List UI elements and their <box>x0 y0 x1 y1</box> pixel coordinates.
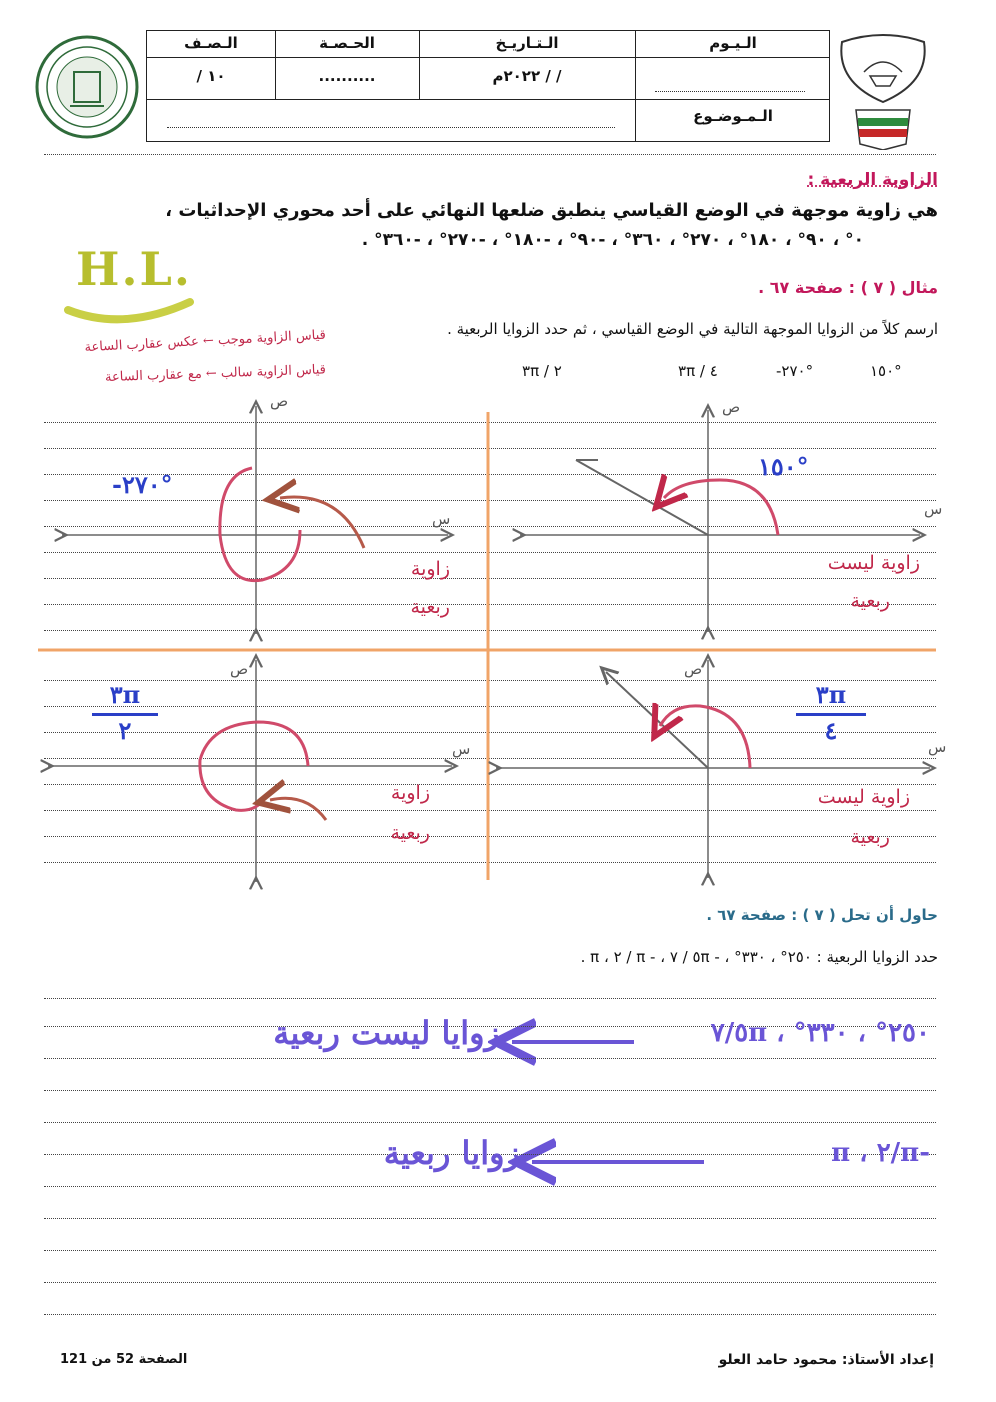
d4-angle-num: ٣π <box>109 680 141 709</box>
ruled-line <box>44 1186 936 1187</box>
ruled-line <box>44 1218 936 1219</box>
period-value: .......... <box>318 67 376 85</box>
axis-y-label-2: ص <box>270 392 289 410</box>
period-label: الحـصـة <box>319 34 375 52</box>
axis-y-label-4: ص <box>230 660 249 678</box>
ruled-line <box>44 1250 936 1251</box>
ruled-line <box>44 1058 936 1059</box>
example-instruction: ارسم كلاً من الزوايا الموجهة التالية في الوضع القياسي ، ثم حدد الزوايا الربعية . <box>447 320 938 338</box>
axis-x-label-4: س <box>452 740 471 758</box>
answer-2-text: زوايا ربعية <box>383 1134 520 1172</box>
ruled-line <box>44 1314 936 1315</box>
d1-angle: ١٥٠° <box>758 452 809 481</box>
answer-1-values: ٢٥٠° ، ٣٣٠° ، ٥π/٧ <box>710 1018 930 1048</box>
try-instruction: حدد الزوايا الربعية : ٢٥٠° ، ٣٣٠° ، - ٥π / ٧ ، - π / ٢ ، π . <box>580 948 938 966</box>
axis-y-label-1: ص <box>722 398 741 416</box>
ruled-line <box>44 998 936 999</box>
ruled-line <box>44 1282 936 1283</box>
class-value: / ١٠ <box>196 67 226 85</box>
axis-x-label-2: س <box>432 510 451 528</box>
d4-angle-den: ٢ <box>118 716 132 745</box>
definition-examples: ٠° ، ٩٠° ، ١٨٠° ، ٢٧٠° ، ٣٦٠° ، -٩٠° ، -١٨٠° ، -٢٧٠° ، -٣٦٠° . <box>361 230 864 250</box>
side-note-2: قياس الزاوية سالب ← مع عقارب الساعة <box>104 362 327 386</box>
axis-x-label-3: س <box>928 738 947 756</box>
d3-angle-den: ٤ <box>824 716 838 745</box>
d3-note-a: زاوية ليست <box>817 786 910 808</box>
axis-y-label-3: ص <box>684 660 703 678</box>
d4-note-b: ربعية <box>390 822 430 844</box>
day-label: الـيـوم <box>709 34 757 52</box>
answer-1-text: زوايا ليست ربعية <box>273 1014 500 1052</box>
footer-author: إعداد الأستاذ: محمود حامد العلو <box>718 1352 934 1368</box>
ruled-line <box>44 1090 936 1091</box>
side-note-1: قياس الزاوية موجب ← عكس عقارب الساعة <box>84 327 327 356</box>
d2-angle: -٢٧٠° <box>112 470 173 499</box>
date-value: / / ٢٠٢٢م <box>492 67 562 85</box>
date-label: الـتـاريـخ <box>495 34 559 52</box>
answer-2-values: -π/٢ ، π <box>831 1138 930 1168</box>
definition-text: هي زاوية موجهة في الوضع القياسي ينطبق ضلعها النهائي على أحد محوري الإحداثيات ، <box>165 200 938 221</box>
axis-x-label-1: س <box>924 500 943 518</box>
angle-150: ١٥٠° <box>870 362 902 380</box>
d1-note-a: زاوية ليست <box>827 552 920 574</box>
try-heading: حاول أن تحل ( ٧ ) : صفحة ٦٧ . <box>706 906 938 924</box>
ruled-line <box>44 1122 936 1123</box>
d3-note-b: ربعية <box>850 826 890 848</box>
topic-label: الـمـوضـوع <box>693 107 773 125</box>
angle-3pi-4: ٣π / ٤ <box>678 362 718 380</box>
d2-note-b: ربعية <box>410 596 450 618</box>
d1-note-b: ربعية <box>850 590 890 612</box>
class-label: الـصـف <box>184 34 238 52</box>
example-heading: مثال ( ٧ ) : صفحة ٦٧ . <box>758 278 938 297</box>
d2-note-a: زاوية <box>410 558 450 580</box>
angle-minus-270: -٢٧٠° <box>776 362 814 380</box>
d3-angle-num: ٣π <box>815 680 847 709</box>
angle-3pi-2: ٣π / ٢ <box>522 362 562 380</box>
d4-note-a: زاوية <box>390 782 430 804</box>
definition-heading: الزاوية الربعية : <box>807 170 938 190</box>
footer-page-number: الصفحة 52 من 121 <box>60 1352 188 1367</box>
stamp-text: H.L. <box>76 242 192 296</box>
